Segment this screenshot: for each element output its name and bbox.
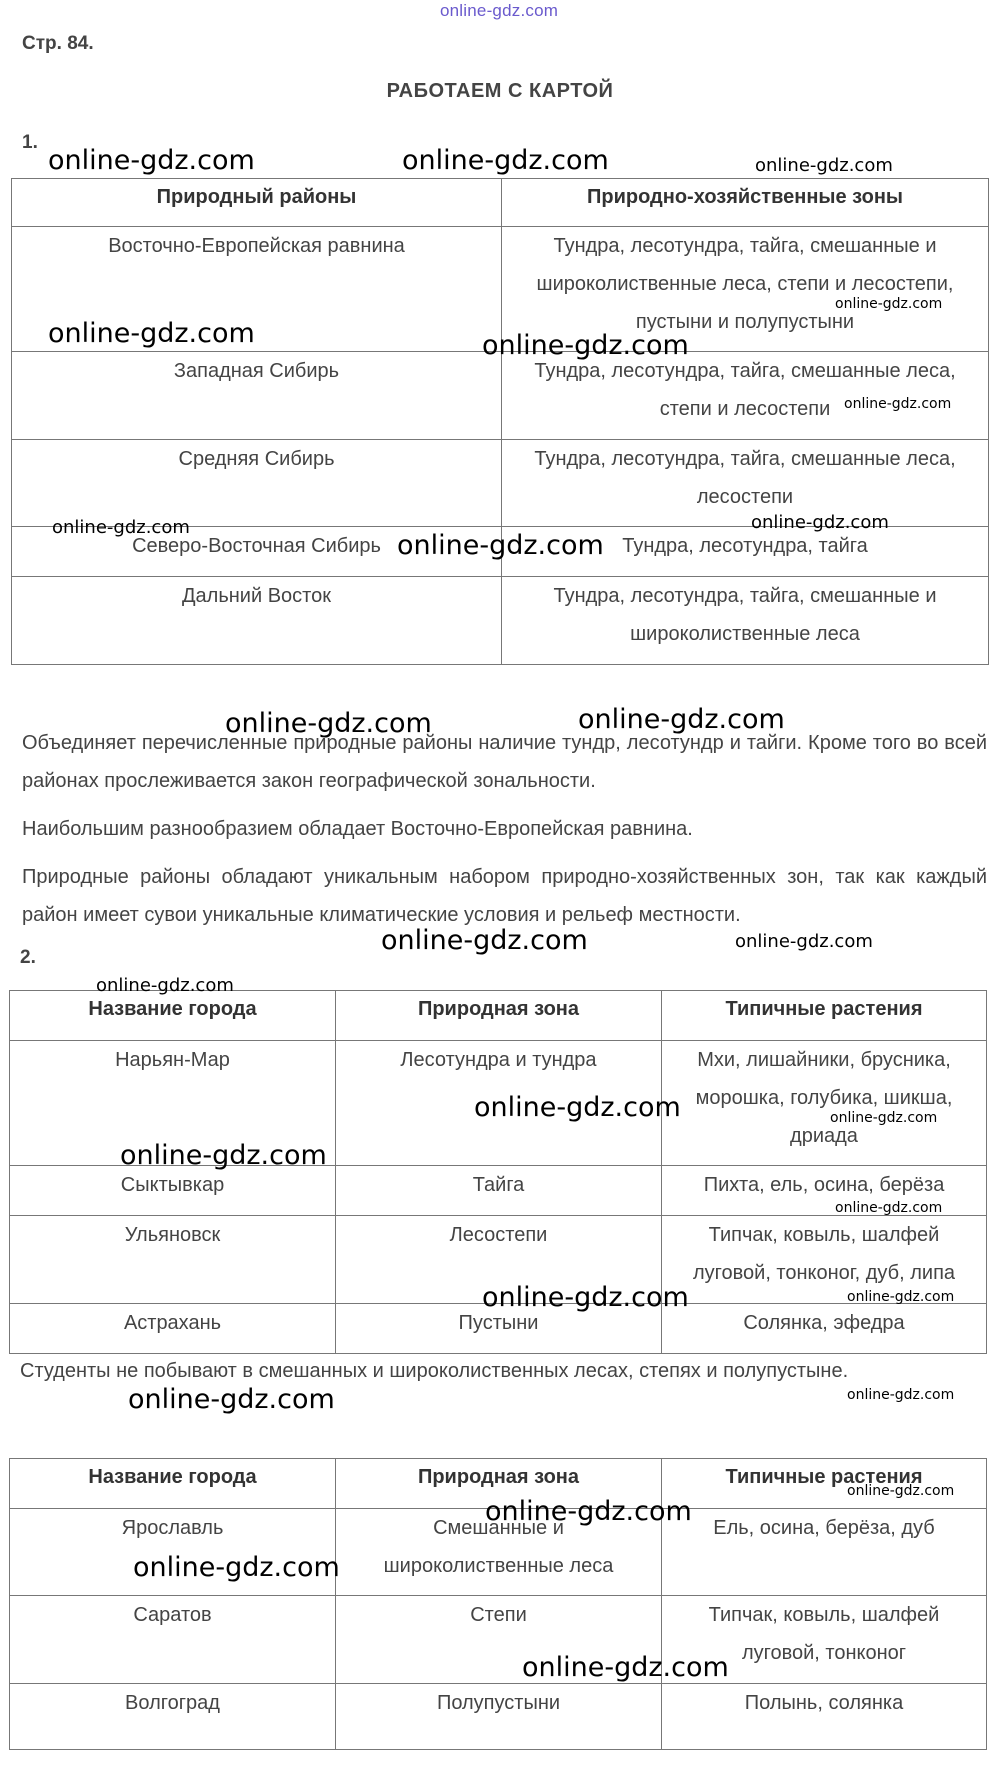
column-header: Природно-хозяйственные зоны xyxy=(502,179,989,227)
city-cell: Саратов xyxy=(10,1596,336,1684)
note-text: Студенты не побывают в смешанных и широколиственных лесах, степях и полупустыне. xyxy=(20,1360,849,1382)
city-cell: Сыктывкар xyxy=(10,1166,336,1216)
watermark: online-gdz.com xyxy=(397,530,604,561)
watermark: online-gdz.com xyxy=(847,1387,955,1403)
city-cell: Астрахань xyxy=(10,1304,336,1354)
city-cell: Волгоград xyxy=(10,1684,336,1750)
plants-cell: Типчак, ковыль, шалфей луговой, тонконог, дуб, липа xyxy=(662,1216,987,1304)
table-row xyxy=(12,227,989,352)
watermark: online-gdz.com xyxy=(847,1483,955,1499)
watermark: online-gdz.com xyxy=(847,1289,955,1305)
cities-table-2 xyxy=(9,1458,987,1750)
column-header: Название города xyxy=(10,1459,336,1509)
table-row xyxy=(10,1509,987,1596)
zones-cell: Тундра, лесотундра, тайга, смешанные и широколиственные леса xyxy=(502,577,989,665)
page-title: РАБОТАЕМ С КАРТОЙ xyxy=(386,80,614,102)
table-row xyxy=(12,352,989,440)
task-1-number: 1. xyxy=(22,132,38,153)
table-row xyxy=(10,1596,987,1684)
zone-cell: Смешанные и широколиственные леса xyxy=(336,1509,662,1596)
table-row xyxy=(10,1304,987,1354)
plants-cell: Пихта, ель, осина, берёза xyxy=(662,1166,987,1216)
watermark: online-gdz.com xyxy=(48,318,255,349)
watermark: online-gdz.com xyxy=(128,1384,335,1415)
region-cell: Средняя Сибирь xyxy=(12,440,502,527)
watermark: online-gdz.com xyxy=(485,1496,692,1527)
column-header: Типичные растения xyxy=(662,991,987,1041)
watermark: online-gdz.com xyxy=(120,1140,327,1171)
watermark: online-gdz.com xyxy=(133,1552,340,1583)
watermark: online-gdz.com xyxy=(225,708,432,739)
plants-cell: Солянка, эфедра xyxy=(662,1304,987,1354)
zone-cell: Лесотундра и тундра xyxy=(336,1041,662,1166)
watermark: online-gdz.com xyxy=(52,517,190,538)
watermark: online-gdz.com xyxy=(474,1092,681,1123)
region-cell: Северо-Восточная Сибирь xyxy=(12,527,502,577)
watermark: online-gdz.com xyxy=(482,330,689,361)
watermark: online-gdz.com xyxy=(482,1282,689,1313)
column-header: Природная зона xyxy=(336,991,662,1041)
zone-cell: Степи xyxy=(336,1596,662,1684)
plants-cell: Мхи, лишайники, брусника, морошка, голубика, шикша, дриада xyxy=(662,1041,987,1166)
table-row xyxy=(12,440,989,527)
city-cell: Нарьян-Мар xyxy=(10,1041,336,1166)
watermark: online-gdz.com xyxy=(402,145,609,176)
column-header: Типичные растения xyxy=(662,1459,987,1509)
table-row xyxy=(12,527,989,577)
watermark: online-gdz.com xyxy=(381,925,588,956)
table-row xyxy=(10,1166,987,1216)
zones-cell: Тундра, лесотундра, тайга xyxy=(502,527,989,577)
table-header-row xyxy=(12,179,989,227)
watermark: online-gdz.com xyxy=(522,1652,729,1683)
plants-cell: Полынь, солянка xyxy=(662,1684,987,1750)
task-2-number: 2. xyxy=(20,947,36,968)
zone-cell: Пустыни xyxy=(336,1304,662,1354)
table-row xyxy=(10,1684,987,1750)
region-cell: Восточно-Европейская равнина xyxy=(12,227,502,352)
watermark: online-gdz.com xyxy=(844,396,952,412)
watermark: online-gdz.com xyxy=(835,296,943,312)
site-link[interactable]: online-gdz.com xyxy=(440,1,559,20)
city-cell: Ульяновск xyxy=(10,1216,336,1304)
zones-cell: Тундра, лесотундра, тайга, смешанные леса, степи и лесостепи xyxy=(502,352,989,440)
table-row xyxy=(12,577,989,665)
column-header: Природный районы xyxy=(12,179,502,227)
watermark: online-gdz.com xyxy=(751,512,889,533)
plants-cell: Типчак, ковыль, шалфей луговой, тонконог xyxy=(662,1596,987,1684)
city-cell: Ярославль xyxy=(10,1509,336,1596)
table-row xyxy=(10,1216,987,1304)
cities-table-1 xyxy=(9,990,987,1354)
regions-table xyxy=(11,178,989,665)
watermark: online-gdz.com xyxy=(96,975,234,996)
column-header: Название города xyxy=(10,991,336,1041)
zone-cell: Тайга xyxy=(336,1166,662,1216)
answer-paragraph: Объединяет перечисленные природные районы наличие тундр, лесотундр и тайги. Кроме того во всей районах прослеживается закон географической зональности. xyxy=(22,732,987,792)
watermark: online-gdz.com xyxy=(578,704,785,735)
watermark: online-gdz.com xyxy=(48,145,255,176)
zones-cell: Тундра, лесотундра, тайга, смешанные леса, лесостепи xyxy=(502,440,989,527)
zones-cell: Тундра, лесотундра, тайга, смешанные и широколиственные леса, степи и лесостепи, пустыни и полупустыни xyxy=(502,227,989,352)
region-cell: Западная Сибирь xyxy=(12,352,502,440)
watermark: online-gdz.com xyxy=(735,931,873,952)
watermark: online-gdz.com xyxy=(835,1200,943,1216)
table-header-row xyxy=(10,991,987,1041)
zone-cell: Полупустыни xyxy=(336,1684,662,1750)
page-number: Стр. 84. xyxy=(22,33,94,54)
table-header-row xyxy=(10,1459,987,1509)
watermark: online-gdz.com xyxy=(830,1110,938,1126)
watermark: online-gdz.com xyxy=(755,155,893,176)
answer-paragraph: Наибольшим разнообразием обладает Восточно-Европейская равнина. xyxy=(22,818,693,840)
table-row xyxy=(10,1041,987,1166)
zone-cell: Лесостепи xyxy=(336,1216,662,1304)
plants-cell: Ель, осина, берёза, дуб xyxy=(662,1509,987,1596)
column-header: Природная зона xyxy=(336,1459,662,1509)
region-cell: Дальний Восток xyxy=(12,577,502,665)
answer-paragraph: Природные районы обладают уникальным набором природно-хозяйственных зон, так как каждый район имеет сувои уникальные климатические условия и рельеф местности. xyxy=(22,866,987,926)
